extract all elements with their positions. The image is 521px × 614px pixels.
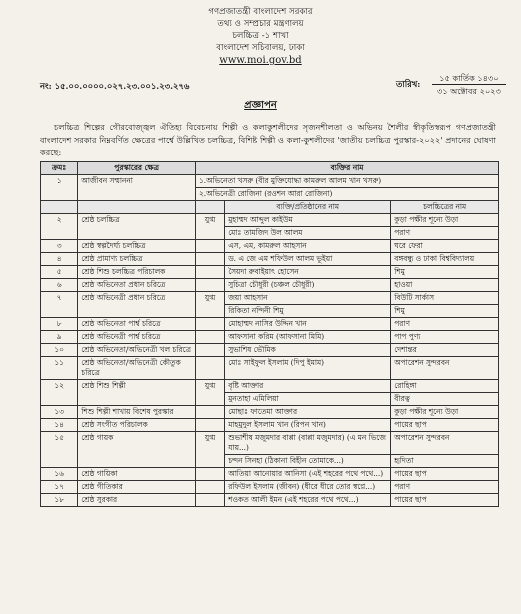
award-category: শ্রেষ্ঠ অভিনেতা/অভিনেত্রী খল চরিত্রে [78,344,196,357]
joint-award-tag [196,357,225,380]
awardee-name: এস, এম, কামরুল আহসান [225,240,391,253]
joint-award-tag [196,279,225,292]
table-row [41,253,499,266]
table-header-row [41,162,499,175]
row-number: ১৮ [41,494,78,507]
award-category: শ্রেষ্ঠ সুরকার [78,494,196,507]
lifetime-honoree-2: ২.অভিনেত্রী রোজিনা (রওশন আরা রোজিনা) [196,188,499,201]
row-number: ১৭ [41,481,78,494]
film-name: পায়ের ছাপ [391,468,499,481]
table-row [41,468,499,481]
award-category: শ্রেষ্ঠ গীতিকার [78,481,196,494]
date-english: ৩১ অক্টোবর ২০২৩ [437,86,501,96]
award-category: শ্রেষ্ঠ স্বল্পদৈর্ঘ্য চলচ্চিত্র [78,240,196,253]
row-number: ৫ [41,266,78,279]
award-category: শ্রেষ্ঠ অভিনেতা/অভিনেত্রী কৌতুক চরিত্রে [78,357,196,380]
col-header-category: পুরস্কারের ক্ষেত্র [78,162,196,175]
table-row [41,279,499,292]
joint-award-tag [196,406,225,419]
joint-award-tag [196,253,225,266]
row-number: ১১ [41,357,78,380]
joint-award-tag [196,481,225,494]
award-category: আজীবন সম্মাননা [78,175,196,201]
awardee-name: আতিয়া আনোয়ার আনিসা (এই শহরের পথে পথে...) [225,468,391,481]
row-number: ২ [41,214,78,240]
awardee-name: সৈয়দা রুবাইয়াৎ হোসেন [225,266,391,279]
date-block [432,72,506,97]
award-category: শ্রেষ্ঠ প্রামাণ্য চলচ্চিত্র [78,253,196,266]
joint-award-tag [196,331,225,344]
row-number: ১৩ [41,406,78,419]
empty-cell [78,201,196,214]
awardee-name: মোছাঃ ফাতেমা আক্তার [225,406,391,419]
awardee-name: মোঃ তামজিদ উল আলম [225,227,391,240]
row-number: ১২ [41,380,78,406]
joint-award-tag [196,468,225,481]
awardee-name: শওকত আলী ইমন (এই শহরের পথে পথে...) [225,494,391,507]
joint-award-tag: যুগ্ম [196,214,225,240]
film-name: হাওয়া [391,279,499,292]
awardee-name: রিকিতা নন্দিনী শিমু [225,305,391,318]
row-number: ৭ [41,292,78,318]
film-name: পায়ের ছাপ [391,494,499,507]
awardee-name: আফসানা করিম (আফসানা মিমি) [225,331,391,344]
memo-number: নং: ১৫.০০.০০০০.০২৭.২৩.০০১.২৩.২৭৬ [40,81,190,91]
awardee-name: সুচিত্রা চৌধুরী (চঞ্চল চৌধুরী) [225,279,391,292]
table-row [41,331,499,344]
table-row [41,240,499,253]
award-category: শ্রেষ্ঠ অভিনেতা প্রধান চরিত্রে [78,279,196,292]
awardee-name: শুভাশীষ মজুমদার বাপ্পা (বাপ্পা মজুমদার) (এ মন ভিজে যায়...) [225,432,391,455]
awardee-name: চন্দন সিনহা (ঠিকানা বিহীন তোমাকে...) [225,455,391,468]
joint-award-tag [196,266,225,279]
award-table [40,161,499,507]
film-name: দেশান্তর [391,344,499,357]
table-row [41,175,499,188]
empty-cell [41,201,78,214]
section-name: চলচ্চিত্র -১ শাখা [232,31,289,41]
award-category: শ্রেষ্ঠ অভিনেত্রী প্রধান চরিত্রে [78,292,196,318]
film-name: পরাণ [391,481,499,494]
awardee-name: বৃষ্টি আক্তার [225,380,391,393]
awardee-name: মোহাম্মদ নাসির উদ্দিন খান [225,318,391,331]
film-name: পাপ পুণ্য [391,331,499,344]
date-bangla: ১৫ কার্তিক ১৪৩০ [432,72,506,85]
awardee-name: মোঃ সাইফুল ইসলাম (দিপু ইমাম) [225,357,391,380]
table-row [41,419,499,432]
empty-cell [196,201,225,214]
ministry-name: তথ্য ও সম্প্রচার মন্ত্রণালয় [217,19,304,29]
office-address: বাংলাদেশ সচিবালয়, ঢাকা [216,43,305,53]
letterhead [0,6,521,67]
film-name: ঘরে ফেরা [391,240,499,253]
table-row [41,266,499,279]
row-number: ১০ [41,344,78,357]
col-header-person: ব্যক্তির নাম [196,162,499,175]
award-category: শ্রেষ্ঠ শিশু চলচ্চিত্র পরিচালক [78,266,196,279]
table-row [41,406,499,419]
film-name: কুড়া পক্ষীর শূন্যে উড়া [391,214,499,227]
awardee-name: সুভাশিষ ভৌমিক [225,344,391,357]
row-number: ৮ [41,318,78,331]
film-name: অপারেশন সুন্দরবন [391,357,499,380]
award-category: শ্রেষ্ঠ চলচ্চিত্র [78,214,196,240]
awardee-name: মুনতাহা এমিলিয়া [225,393,391,406]
joint-award-tag: যুগ্ম [196,380,225,406]
sub-header-row [41,201,499,214]
joint-award-tag: যুগ্ম [196,292,225,318]
joint-award-tag [196,240,225,253]
date-label: তারিখ: [396,79,421,89]
lifetime-honoree-1: ১.অভিনেতা খসরু (বীর মুক্তিযোদ্ধা কামরুল আলম খান খসরু) [196,175,499,188]
joint-award-tag [196,344,225,357]
joint-award-tag [196,419,225,432]
sub-header-person: ব্যক্তি/প্রতিষ্ঠানের নাম [225,201,391,214]
awardee-name: মুহাম্মদ আব্দুল কাইউম [225,214,391,227]
awardee-name: রফিউল ইসলাম (জীবন) (ধীরে ধীরে তোর স্বপ্নে...) [225,481,391,494]
film-name: কুড়া পক্ষীর শূন্যে উড়া [391,406,499,419]
table-row [41,214,499,227]
table-row [41,494,499,507]
film-name: বীরত্ব [391,393,499,406]
awardee-name: মাহমুদুল ইসলাম খান (রিপন খান) [225,419,391,432]
award-category: শ্রেষ্ঠ গায়ক [78,432,196,468]
awardee-name: ড. এ জে এম শফিউল আলম ভূইয়া [225,253,391,266]
row-number: ৪ [41,253,78,266]
film-name: রোহিঙ্গা [391,380,499,393]
row-number: ১ [41,175,78,201]
table-row [41,292,499,305]
award-category: শ্রেষ্ঠ অভিনেতা পার্শ্ব চরিত্রে [78,318,196,331]
award-category: শ্রেষ্ঠ সংগীত পরিচালক [78,419,196,432]
joint-award-tag [196,494,225,507]
table-row [41,432,499,455]
film-name: পায়ের ছাপ [391,419,499,432]
film-name: শিমু [391,305,499,318]
film-name: পরাণ [391,227,499,240]
row-number: ১৫ [41,432,78,468]
award-category: শ্রেষ্ঠ শিশু শিল্পী [78,380,196,406]
table-row [41,357,499,380]
row-number: ৬ [41,279,78,292]
table-row [41,481,499,494]
row-number: ১৬ [41,468,78,481]
intro-paragraph: চলচ্চিত্র শিল্পের গৌরবোজ্জ্বল ঐতিহ্য বিবেচনায় শিল্পী ও কলাকুশলীদের সৃজনশীলতা ও অভিনয় শৈলীর স্বীকৃতিস্বরূপ গণপ্রজাতন্ত্রী বাংলাদেশ সরকার নিম্নবর্ণিত ক্ষেত্রের পার্শ্বে উল্লিখিত চলচ্চিত্র, বিশিষ্ট শিল্পী ও কলা-কুশলীদের 'জাতীয় চলচ্চিত্র পুরস্কার-২০২২' প্রদানের ঘোষণা করছে: [40,122,496,158]
col-header-no: ক্রমঃ [41,162,78,175]
award-category: শিশু শিল্পী শাখায় বিশেষ পুরস্কার [78,406,196,419]
film-name: পরাণ [391,318,499,331]
document-title: প্রজ্ঞাপন [244,100,277,111]
table-row [41,380,499,393]
awardee-name: জয়া আহসান [225,292,391,305]
website-link[interactable]: www.moi.gov.bd [219,55,302,66]
film-name: হৃদিতা [391,455,499,468]
row-number: ৯ [41,331,78,344]
sub-header-film: চলচ্চিত্রের নাম [391,201,499,214]
film-name: অপারেশন সুন্দরবন [391,432,499,455]
table-row [41,318,499,331]
film-name: বঙ্গবন্ধু ও ঢাকা বিশ্ববিদ্যালয় [391,253,499,266]
film-name: বিউটি সার্কাস [391,292,499,305]
award-table-body [41,175,499,507]
table-row [41,344,499,357]
joint-award-tag: যুগ্ম [196,432,225,468]
row-number: ৩ [41,240,78,253]
row-number: ১৪ [41,419,78,432]
joint-award-tag [196,318,225,331]
film-name: শিমু [391,266,499,279]
award-category: শ্রেষ্ঠ অভিনেত্রী পার্শ্ব চরিত্রে [78,331,196,344]
govt-name: গণপ্রজাতন্ত্রী বাংলাদেশ সরকার [208,7,313,17]
award-category: শ্রেষ্ঠ গায়িকা [78,468,196,481]
